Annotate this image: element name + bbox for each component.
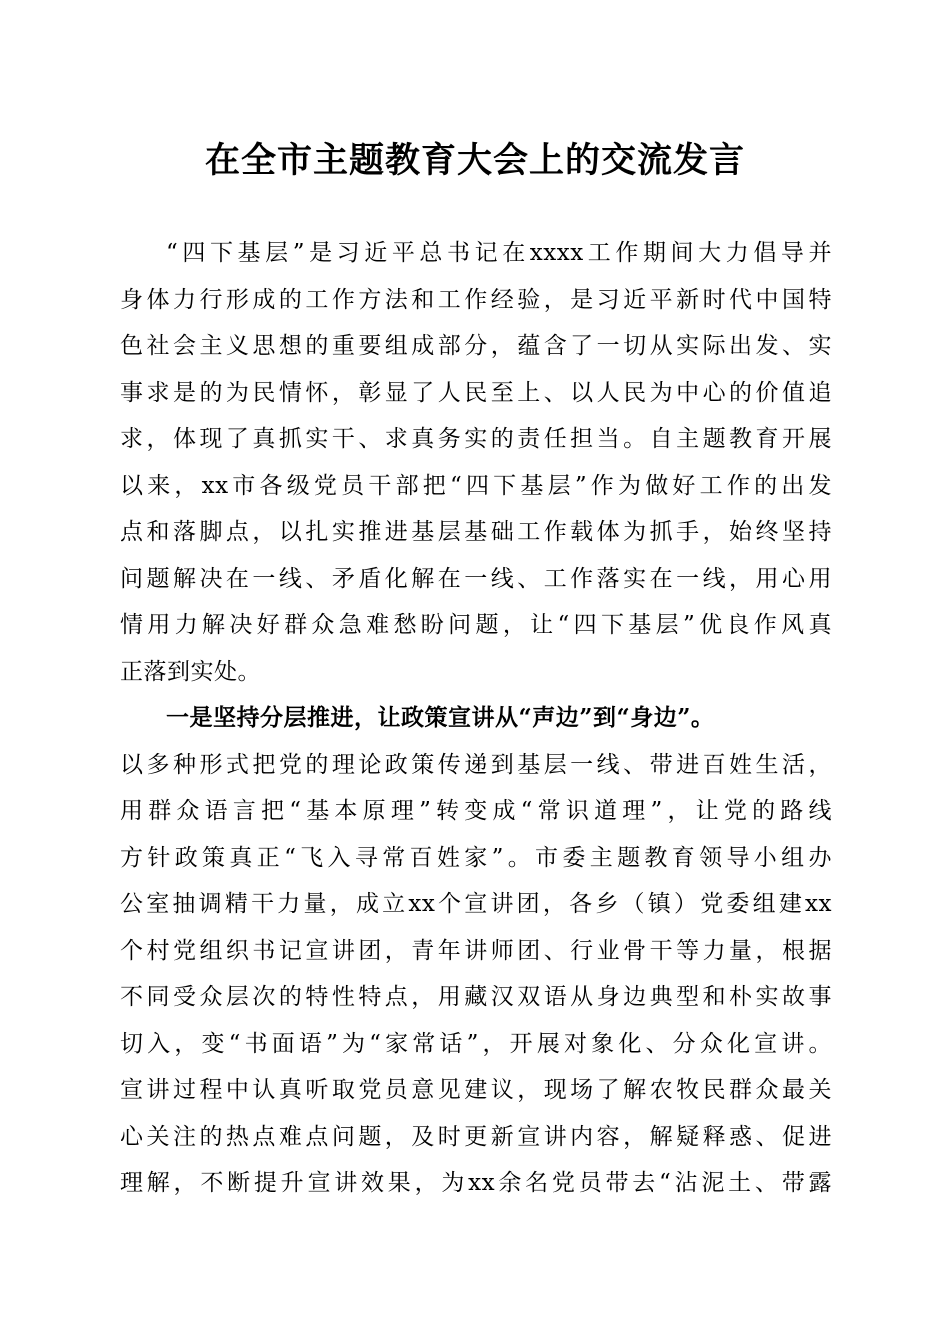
paragraph-1-line-3: 色社会主义思想的重要组成部分，蕴含了一切从实际出发、实 [120,333,832,359]
paragraph-2-line-5: 公室抽调精干力量，成立xx个宣讲团，各乡（镇）党委组建xx [120,891,832,917]
paragraph-1-line-5: 求，体现了真抓实干、求真务实的责任担当。自主题教育开展 [120,426,832,452]
paragraph-2-line-10: 心关注的热点难点问题，及时更新宣讲内容，解疑释惑、促进 [120,1123,832,1150]
paragraph-1-line-7: 点和落脚点，以扎实推进基层基础工作载体为抓手，始终坚持 [120,519,832,545]
paragraph-1-line-10: 正落到实处。 [120,658,261,685]
paragraph-1-line-1: “四下基层”是习近平总书记在xxxx工作期间大力倡导并 [166,240,832,266]
paragraph-2-line-2: 以多种形式把党的理论政策传递到基层一线、带进百姓生活， [120,751,832,778]
paragraph-2-line-8: 切入，变“书面语”为“家常话”，开展对象化、分众化宣讲。 [120,1030,832,1057]
paragraph-2-line-11: 理解，不断提升宣讲效果，为xx余名党员带去“沾泥土、带露 [120,1170,832,1196]
paragraph-2-line-4: 方针政策真正“飞入寻常百姓家”。市委主题教育领导小组办 [120,844,832,871]
paragraph-2-line-7: 不同受众层次的特性特点，用藏汉双语从身边典型和朴实故事 [120,984,832,1010]
paragraph-1-line-4: 事求是的为民情怀，彰显了人民至上、以人民为中心的价值追 [120,379,832,406]
paragraph-1-line-8: 问题解决在一线、矛盾化解在一线、工作落实在一线，用心用 [120,565,832,592]
paragraph-1-line-6: 以来，xx市各级党员干部把“四下基层”作为做好工作的出发 [120,472,832,499]
paragraph-2-heading: 一是坚持分层推进，让政策宣讲从“声边”到“身边”。 [166,704,715,731]
paragraph-1-line-2: 身体力行形成的工作方法和工作经验，是习近平新时代中国特 [120,286,832,313]
document-title: 在全市主题教育大会上的交流发言 [204,140,745,181]
paragraph-2-line-3: 用群众语言把“基本原理”转变成“常识道理”，让党的路线 [120,798,832,824]
document-body [120,230,832,1207]
paragraph-2-line-9: 宣讲过程中认真听取党员意见建议，现场了解农牧民群众最关 [120,1077,832,1103]
paragraph-1-line-9: 情用力解决好群众急难愁盼问题，让“四下基层”优良作风真 [120,612,832,638]
paragraph-2-line-6: 个村党组织书记宣讲团，青年讲师团、行业骨干等力量，根据 [120,937,832,964]
